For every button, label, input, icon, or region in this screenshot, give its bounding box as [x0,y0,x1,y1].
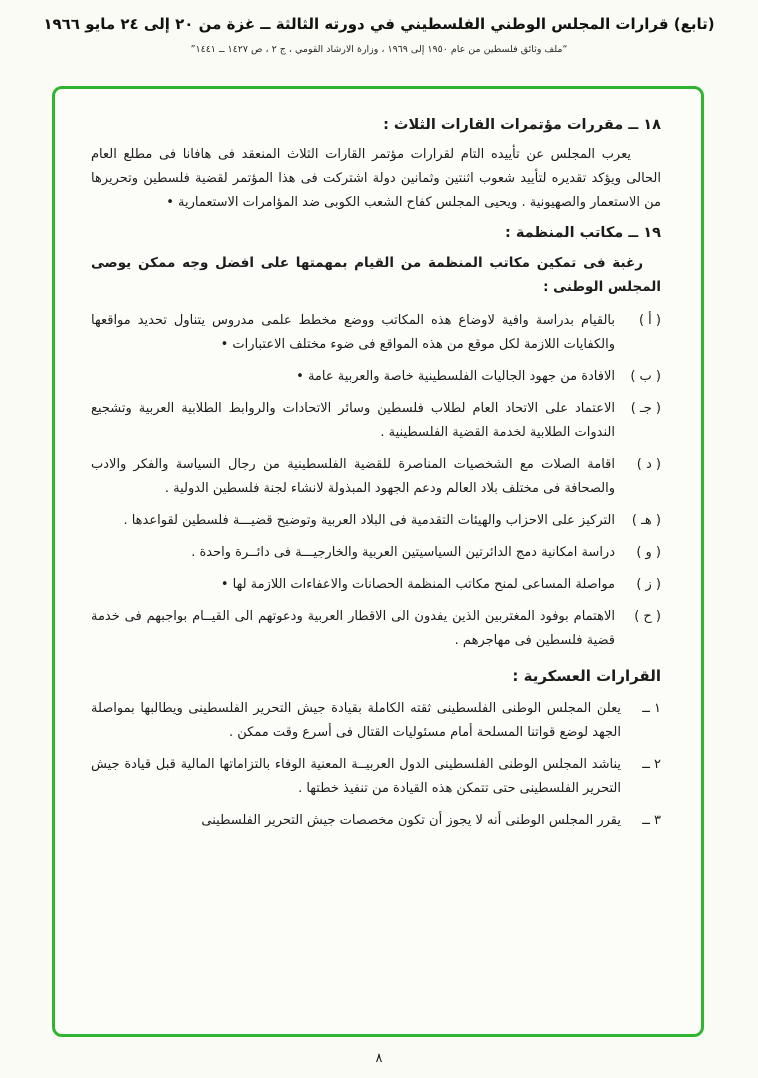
item-text: بالقيام بدراسة وافية لاوضاع هذه المكاتب ووضع مخطط علمى مدروس يتناول تحديد مواقعها والكفايات اللازمة لكل موقع من هذه المواقع فى ضوء مختلف الاعتبارات • [91,313,615,352]
document-source-note: “ملف وثائق فلسطين من عام ١٩٥٠ إلى ١٩٦٩ ، وزارة الارشاد القومي ، ج ٢ ، ص ١٤٢٧ ــ ١٤٤١” [190,44,568,55]
item-text: مواصلة المساعى لمنح مكاتب المنظمة الحصانات والاعفاءات اللازمة لها • [220,577,615,592]
item-text: التركيز على الاحزاب والهيئات التقدمية فى البلاد العربية وتوضيح قضيـــة فلسطين لقواعدها . [123,513,615,528]
item-marker: ( هـ ) [631,513,661,528]
military-item-1 [91,697,661,745]
list-item-j [91,397,661,445]
item-marker: ( د ) [636,457,661,472]
item-marker: ١ ــ [642,701,661,716]
item-text: الافادة من جهود الجاليات الفلسطينية خاصة والعربية عامة • [296,369,615,384]
military-section-heading: القرارات العسكرية : [512,667,661,685]
item-text: اقامة الصلات مع الشخصيات المناصرة للقضية الفلسطينية من رجال السياسة والفكر والادب والصحافة فى مختلف بلاد العالم ودعم الجهود المبذولة لانشاء لجنة فلسطين الدولية . [91,457,615,496]
item-text: يناشد المجلس الوطنى الفلسطينى الدول العربيــة المعنية الوفاء بالتزاماتها المالية قبل قيادة جيش التحرير الفلسطينى حتى تتمكن هذه القيادة من تنفيذ خطتها . [91,757,621,796]
section-18-body: يعرب المجلس عن تأييده التام لقرارات مؤتمر القارات الثلاث المنعقد فى هافانا فى مطلع العام الحالى ويؤكد تقديره لتأييد شعوب اثنتين وثمانين دولة اشتركت فى هذا المؤتمر لقضية فلسطين وتحريرها من الاستعمار والصهيونية . ويحيى المجلس كفاح الشعب الكوبى ضد المؤامرات الاستعمارية • [91,147,661,210]
section-18-heading: ١٨ ــ مقررات مؤتمرات القارات الثلاث : [383,117,661,133]
document-title: (تابع) قرارات المجلس الوطني الفلسطيني في دورته الثالثة ــ غزة من ٢٠ إلى ٢٤ مايو ١٩٦٦ [43,15,715,33]
item-marker: ( ب ) [630,369,661,384]
item-marker: ( ح ) [634,609,661,624]
list-item-d [91,453,661,501]
item-text: يعلن المجلس الوطنى الفلسطينى ثقته الكاملة بقيادة جيش التحرير الفلسطينى ويطالبها بمواصلة الجهد لوضع قواتنا المسلحة أمام مسئوليات القتال فى أسرع وقت ممكن . [91,701,621,740]
military-item-2 [91,753,661,801]
section-19-intro: رغبة فى تمكين مكاتب المنظمة من القيام بمهمتها على افضل وجه ممكن يوصى المجلس الوطنى : [91,255,661,295]
list-item-b [91,365,661,389]
document-header [0,0,758,55]
item-marker: ٣ ــ [642,813,661,828]
list-item-w [91,541,661,565]
section-19-heading: ١٩ ــ مكاتب المنظمة : [505,225,661,241]
list-item-z [91,573,661,597]
green-border-frame [52,86,704,1037]
item-text: دراسة امكانية دمج الدائرتين السياسيتين العربية والخارجيـــة فى دائــرة واحدة . [191,545,615,560]
item-marker: ( ز ) [636,577,661,592]
item-marker: ( جـ ) [630,401,661,416]
item-marker: ( و ) [636,545,661,560]
item-text: الاعتماد على الاتحاد العام لطلاب فلسطين وسائر الاتحادات والروابط الطلابية العربية وتشجيع الندوات الطلابية لخدمة القضية الفلسطينية . [91,401,615,440]
item-marker: ٢ ــ [642,757,661,772]
military-item-3 [91,809,661,833]
item-marker: ( أ ) [638,313,661,328]
list-item-hh [91,605,661,653]
list-item-a [91,309,661,357]
item-text: الاهتمام بوفود المغتربين الذين يفدون الى الاقطار العربية ودعوتهم الى القيــام بواجبهم فى خدمة قضية فلسطين فى مهاجرهم . [91,609,615,648]
page-number: ٨ [375,1051,383,1066]
list-item-h [91,509,661,533]
item-text: يقرر المجلس الوطنى أنه لا يجوز أن تكون مخصصات جيش التحرير الفلسطينى [201,813,621,828]
